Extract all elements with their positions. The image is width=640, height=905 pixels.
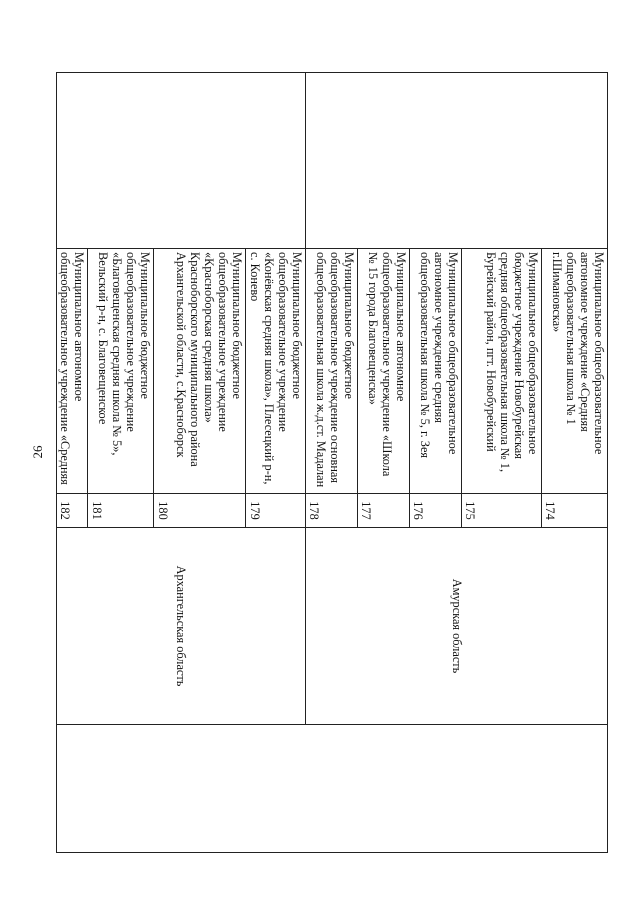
row-number-cell: 174	[542, 494, 608, 528]
row-number-cell: 177	[358, 494, 410, 528]
row-number-cell: 175	[462, 494, 542, 528]
row-number-cell: 180	[154, 494, 246, 528]
page-number: 26	[30, 445, 45, 459]
rotated-table-sheet	[58, 72, 608, 852]
row-number-cell: 181	[88, 494, 154, 528]
header-cell-blank	[306, 73, 608, 249]
school-name-cell: Муниципальное бюджетное общеобразовательное учреждение основная общеобразовательная школа ж.д.ст. Мадалан	[306, 249, 358, 494]
school-name-cell: Муниципальное автономное общеобразовательное учреждение «Средняя	[57, 249, 88, 494]
region-cell-arkhangelsk: Архангельская область	[57, 528, 306, 725]
school-name-cell: Муниципальное бюджетное общеобразовательное учреждение «Конёвская средняя школа», Плесецкий р-н, с. Конево	[246, 249, 306, 494]
header-cell-blank	[57, 73, 306, 249]
school-name-cell: Муниципальное бюджетное общеобразовательное учреждение «Благовещенская средняя школа № 5», Вельский р-н, с. Благовещенское	[88, 249, 154, 494]
school-registry-table	[56, 72, 608, 853]
empty-column-cell	[57, 725, 608, 853]
school-name-cell: Муниципальное общеобразовательное автономное учреждение средняя общеобразовательная школа № 5, г. Зея	[410, 249, 462, 494]
region-cell-amur: Амурская область	[306, 528, 608, 725]
row-number-cell: 179	[246, 494, 306, 528]
school-name-cell: Муниципальное автономное общеобразовательное учреждение «Школа № 15 города Благовещенска»	[358, 249, 410, 494]
school-name-cell: Муниципальное бюджетное общеобразовательное учреждение «Красноборская средняя школа» Красноборского муниципального района Архангельской области, с.Красноборск	[154, 249, 246, 494]
row-number-cell: 182	[57, 494, 88, 528]
school-name-cell: Муниципальное общеобразовательное бюджетное учреждение Новобурейская средняя общеобразовательная школа № 1, Бурейский район, пгт. Новобурейский	[462, 249, 542, 494]
school-name-cell: Муниципальное общеобразовательное автономное учреждение «Средняя общеобразовательная школа № 1 г.Шимановска»	[542, 249, 608, 494]
table-row	[542, 73, 608, 853]
row-number-cell: 178	[306, 494, 358, 528]
row-number-cell: 176	[410, 494, 462, 528]
